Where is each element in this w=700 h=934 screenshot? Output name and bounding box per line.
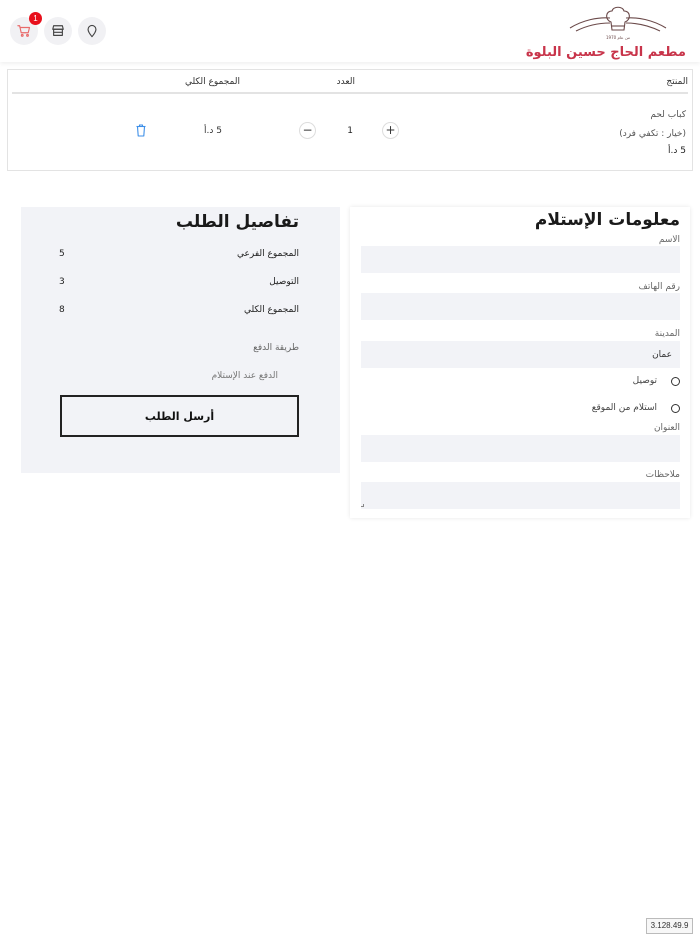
address-input[interactable]	[361, 435, 680, 462]
cart-count-badge: 1	[29, 12, 42, 25]
product-price: 5 د.أ	[668, 146, 686, 156]
column-quantity: العدد	[336, 77, 355, 87]
delivery-radio-option[interactable]	[633, 376, 680, 386]
pickup-radio-option[interactable]	[592, 403, 680, 413]
notes-textarea[interactable]	[361, 482, 680, 509]
delivery-label: التوصيل	[269, 277, 299, 287]
cart-table-header	[12, 70, 688, 94]
city-label: المدينة	[654, 329, 680, 339]
receiving-info-panel	[350, 207, 690, 518]
order-details-panel	[21, 207, 340, 473]
version-label: 3.128.49.9	[646, 918, 693, 934]
order-details-title: تفاصيل الطلب	[175, 212, 299, 232]
cart-icon	[17, 24, 31, 38]
decrease-quantity-button[interactable]: −	[299, 122, 316, 139]
row-total: 5 د.أ	[204, 126, 222, 136]
chef-hat-logo-icon	[568, 4, 668, 42]
city-input[interactable]	[361, 341, 680, 368]
increase-quantity-button[interactable]: +	[382, 122, 399, 139]
delivery-option-label: توصيل	[632, 376, 657, 386]
header	[0, 0, 700, 62]
table-row	[8, 96, 692, 170]
total-label: المجموع الكلي	[243, 305, 299, 315]
store-icon	[51, 24, 65, 38]
logo-tagline: من عام 1970	[606, 35, 630, 40]
submit-order-button[interactable]: أرسل الطلب	[60, 395, 299, 437]
restaurant-logo[interactable]	[525, 4, 686, 60]
delivery-radio[interactable]	[671, 377, 680, 386]
subtotal-value: 5	[59, 249, 65, 259]
total-value: 8	[59, 305, 65, 315]
delivery-value: 3	[59, 277, 65, 287]
trash-icon[interactable]	[135, 124, 147, 137]
location-pin-icon	[85, 24, 99, 38]
notes-label: ملاحظات	[645, 470, 680, 480]
store-button[interactable]	[44, 17, 72, 45]
cart-table	[7, 69, 693, 171]
cart-button[interactable]	[10, 14, 38, 45]
column-product: المنتج	[666, 77, 688, 87]
textarea-resize-handle[interactable]	[361, 504, 364, 507]
location-button[interactable]	[78, 17, 106, 45]
address-label: العنوان	[653, 423, 680, 433]
name-input[interactable]	[361, 246, 680, 273]
payment-method-label: طريقة الدفع	[253, 343, 299, 353]
pickup-option-label: استلام من الموقع	[591, 403, 657, 413]
restaurant-name: مطعم الحاج حسين البلوة	[525, 45, 686, 60]
subtotal-label: المجموع الفرعي	[237, 249, 299, 259]
payment-method-value[interactable]: الدفع عند الإستلام	[211, 371, 278, 381]
name-label: الاسم	[658, 235, 680, 245]
product-name: كباب لحم	[650, 110, 686, 120]
header-actions	[10, 14, 106, 45]
column-total: المجموع الكلي	[184, 77, 240, 87]
phone-input[interactable]	[361, 293, 680, 320]
phone-label: رقم الهاتف	[638, 282, 680, 292]
product-option: (خيار : تكفي فرد)	[619, 129, 686, 139]
pickup-radio[interactable]	[671, 404, 680, 413]
receiving-info-title: معلومات الإستلام	[534, 210, 680, 230]
quantity-value: 1	[347, 126, 353, 136]
